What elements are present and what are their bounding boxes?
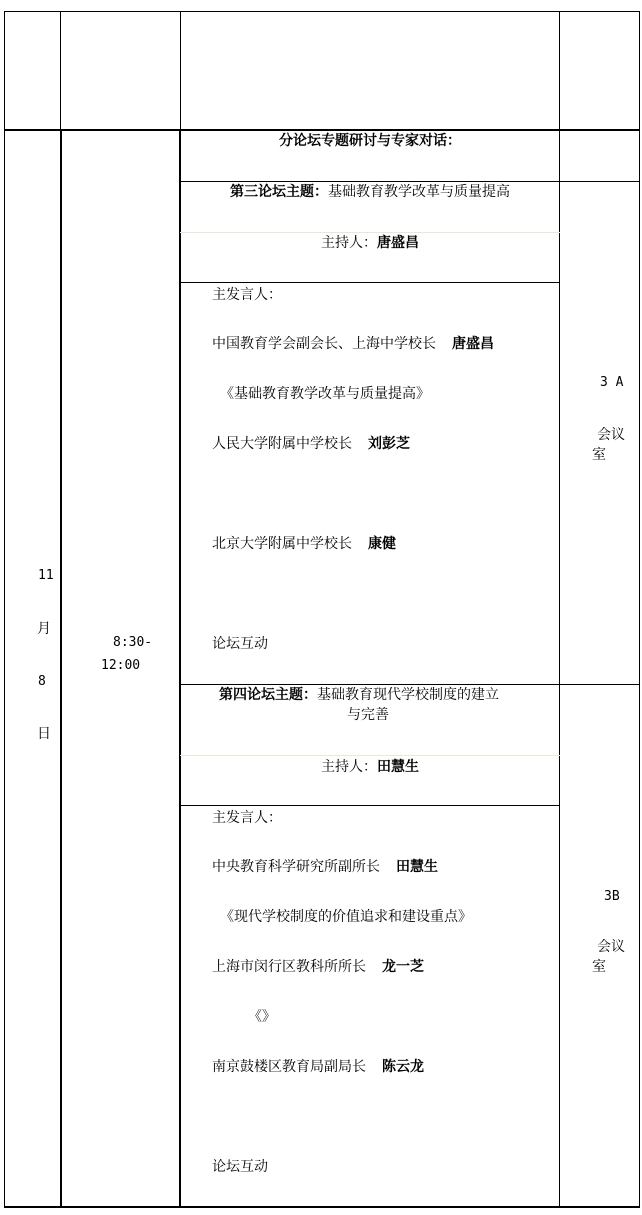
forum4-theme-line1 [219, 685, 499, 705]
forum3-theme [181, 182, 559, 202]
date-day-number: 11 [38, 568, 54, 583]
col-divider-time [179, 131, 181, 1208]
time-start: 8:30- [113, 635, 153, 650]
forum3-speaker1-role: 中国教育学会副会长、上海中学校长 [212, 336, 436, 352]
forum4-speaker2-role: 上海市闵行区教科所所长 [212, 959, 366, 975]
forum3-room-word1: 会议 [597, 427, 625, 443]
forum3-room-word2: 室 [592, 447, 606, 463]
forum4-speaker2 [212, 957, 424, 977]
section-title: 分论坛专题研讨与专家对话： [279, 133, 461, 149]
forum4-speaker1 [212, 857, 438, 877]
forum3-speaker3-role: 北京大学附属中学校长 [212, 536, 352, 552]
forum3-speaker1-name: 唐盛昌 [452, 336, 494, 352]
forum4-speaker1-role: 中央教育科学研究所副所长 [212, 859, 380, 875]
forum4-host [181, 757, 559, 777]
forum4-host-label: 主持人： [321, 759, 377, 775]
forum3-host [181, 233, 559, 253]
forum3-speaker1 [212, 334, 494, 354]
forum4-theme-text-line1: 基础教育现代学校制度的建立 [317, 687, 499, 703]
forum4-theme-text-line2: 与完善 [347, 707, 389, 723]
forum3-speaker2-name: 刘彭芝 [368, 436, 410, 452]
table-border-bottom [4, 1206, 640, 1208]
forum4-interaction: 论坛互动 [212, 1159, 268, 1175]
forum3-speaker2 [212, 434, 410, 454]
forum4-speaker1-name: 田慧生 [396, 859, 438, 875]
forum4-theme-label: 第四论坛主题： [219, 687, 317, 703]
time-end: 12:00 [101, 658, 141, 673]
forum3-room-code: 3 A [600, 375, 624, 390]
forum4-speaker2-talk: 《》 [248, 1009, 276, 1025]
table-border-right [639, 11, 640, 1208]
forum3-theme-text: 基础教育教学改革与质量提高 [328, 184, 510, 200]
table-border-left [4, 11, 5, 1208]
forum3-interaction: 论坛互动 [212, 636, 268, 652]
forum3-theme-label: 第三论坛主题： [230, 184, 328, 200]
forum3-speaker1-talk: 《基础教育教学改革与质量提高》 [220, 386, 430, 402]
forum4-speakers-label: 主发言人： [212, 810, 282, 826]
forum4-speaker3 [212, 1057, 424, 1077]
forum4-speaker3-name: 陈云龙 [382, 1059, 424, 1075]
forum3-host-label: 主持人： [321, 235, 377, 251]
forum4-host-divider [180, 805, 560, 806]
forum3-speaker3 [212, 534, 396, 554]
forum4-room-word2: 室 [592, 959, 606, 975]
forum3-host-name: 唐盛昌 [377, 235, 419, 251]
forum4-room-word1: 会议 [597, 939, 625, 955]
col-divider-time [180, 11, 181, 131]
forum3-speakers-label: 主发言人： [212, 287, 282, 303]
forum4-room-code: 3B [604, 889, 620, 904]
forum4-speaker2-name: 龙一芝 [382, 959, 424, 975]
col-divider-date [60, 131, 62, 1208]
forum4-speaker1-talk: 《现代学校制度的价值追求和建设重点》 [220, 909, 472, 925]
forum3-speaker3-name: 康健 [368, 536, 396, 552]
forum4-host-name: 田慧生 [377, 759, 419, 775]
forum4-theme-divider [180, 755, 560, 756]
table-border-top [4, 11, 640, 12]
col-divider-date [60, 11, 61, 131]
forum3-host-divider [180, 282, 560, 283]
forum4-speaker3-role: 南京鼓楼区教育局副局长 [212, 1059, 366, 1075]
forum3-speaker2-role: 人民大学附属中学校长 [212, 436, 352, 452]
col-divider-room [559, 11, 560, 1208]
date-day-char: 日 [37, 726, 51, 742]
date-month-char: 月 [37, 621, 51, 637]
date-date-number: 8 [38, 674, 46, 689]
